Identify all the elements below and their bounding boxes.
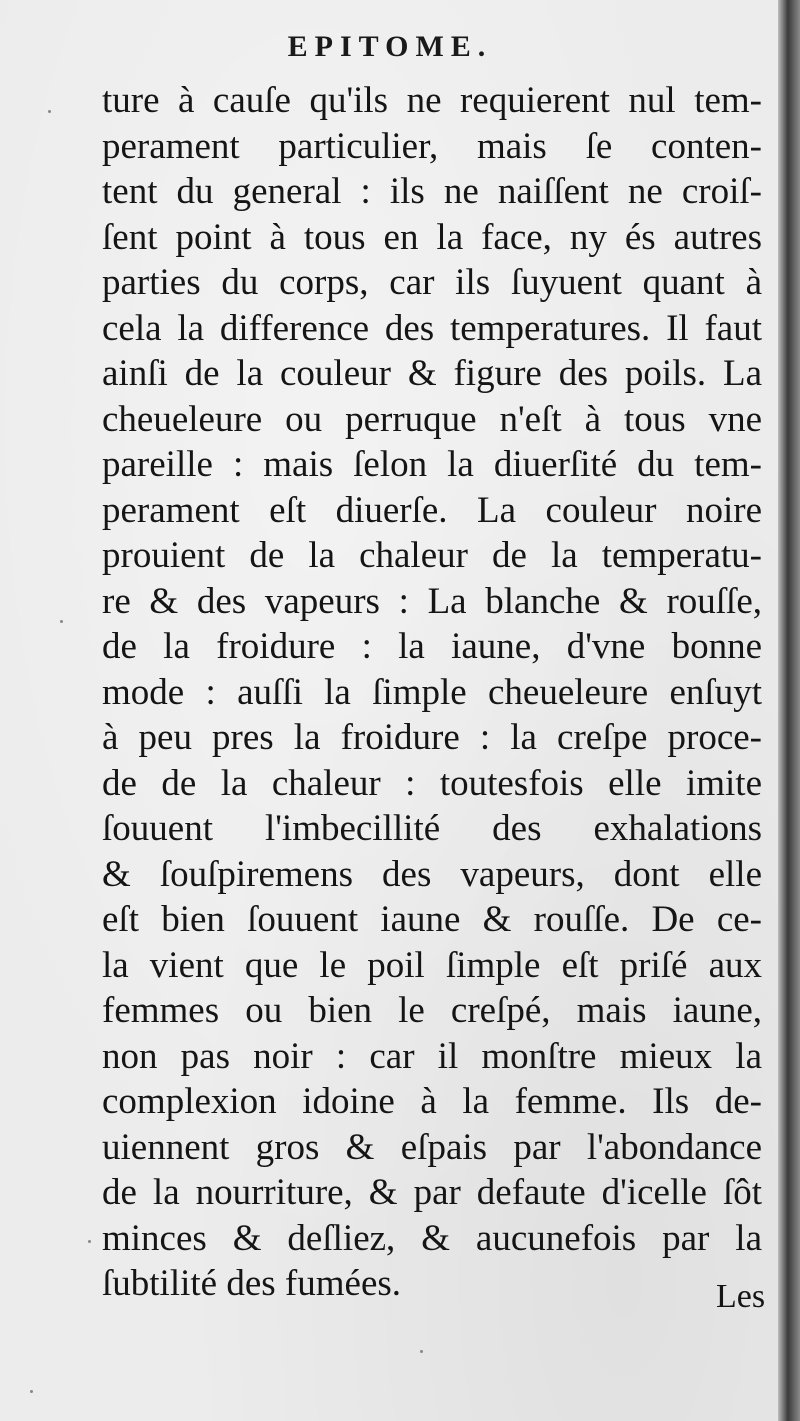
text-line: femmes ou bien le creſpé, mais iaune, bbox=[102, 990, 762, 1031]
text-line: eſt bien ſouuent iaune & rouſſe. De ce- bbox=[102, 899, 762, 940]
text-line: de de la chaleur : toutesfois elle imite bbox=[102, 762, 762, 804]
text-line: de la nourriture, & par defaute d'icelle ſôt bbox=[102, 1172, 762, 1213]
text-line: mode : auſſi la ſimple cheueleure enſuyt bbox=[102, 671, 762, 713]
text-line: la vient que le poil ſimple eſt priſé aux bbox=[102, 944, 762, 986]
body-text bbox=[102, 78, 762, 1307]
paper-speck bbox=[88, 1240, 91, 1243]
text-line: parties du corps, car ils ſuyuent quant à bbox=[102, 262, 762, 303]
catchword: Les bbox=[716, 1278, 766, 1315]
text-line: minces & deſliez, & aucunefois par la bbox=[102, 1217, 762, 1259]
text-line: complexion idoine à la femme. Ils de- bbox=[102, 1081, 762, 1122]
text-line: perament eſt diuerſe. La couleur noire bbox=[102, 489, 762, 531]
text-line: à peu pres la froidure : la creſpe proce- bbox=[102, 717, 762, 758]
running-head: EPITOME. bbox=[287, 30, 493, 63]
text-line: prouient de la chaleur de la temperatu- bbox=[102, 535, 762, 576]
text-line: re & des vapeurs : La blanche & rouſſe, bbox=[102, 580, 762, 622]
text-line: de la froidure : la iaune, d'vne bonne bbox=[102, 626, 762, 667]
book-gutter bbox=[778, 0, 800, 1421]
text-line: & ſouſpiremens des vapeurs, dont elle bbox=[102, 853, 762, 895]
text-line: uiennent gros & eſpais par l'abondance bbox=[102, 1126, 762, 1168]
text-line: cela la difference des temperatures. Il faut bbox=[102, 307, 762, 349]
text-line: non pas noir : car il monſtre mieux la bbox=[102, 1035, 762, 1077]
text-line: cheueleure ou perruque n'eſt à tous vne bbox=[102, 398, 762, 440]
text-line: ſouuent l'imbecillité des exhalations bbox=[102, 808, 762, 849]
text-line: pareille : mais ſelon la diuerſité du tem- bbox=[102, 444, 762, 485]
paper-speck bbox=[60, 620, 63, 623]
text-line: ſent point à tous en la face, ny és autres bbox=[102, 216, 762, 258]
text-line: ture à cauſe qu'ils ne requierent nul tem- bbox=[102, 80, 762, 121]
text-line: perament particulier, mais ſe conten- bbox=[102, 125, 762, 167]
paper-speck bbox=[48, 110, 51, 113]
paper-speck bbox=[420, 1350, 423, 1353]
text-line: ſubtilité des fumées. bbox=[102, 1263, 402, 1304]
text-line: ainſi de la couleur & figure des poils. La bbox=[102, 353, 762, 394]
text-line: tent du general : ils ne naiſſent ne croiſ- bbox=[102, 171, 762, 212]
paper-speck bbox=[30, 1390, 33, 1393]
